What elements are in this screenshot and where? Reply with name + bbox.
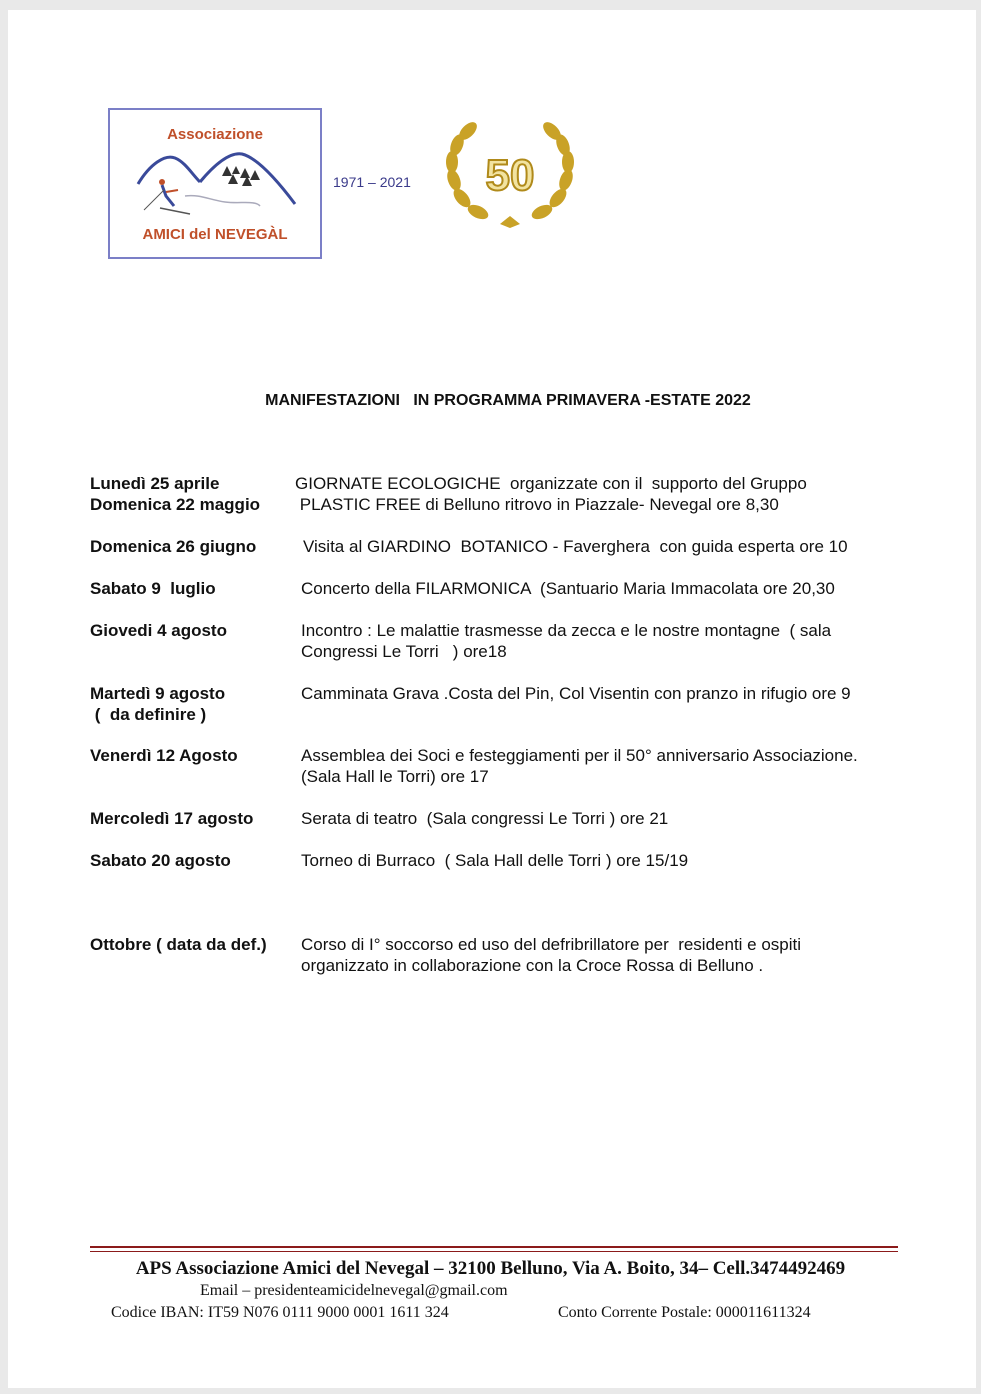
anniversary-number: 50: [485, 151, 535, 200]
logo-line-1: Associazione: [167, 126, 263, 143]
event-description: GIORNATE ECOLOGICHE organizzate con il supporto del Gruppo PLASTIC FREE di Belluno ritrovo in Piazzale- Nevegal ore 8,30: [295, 474, 807, 514]
footer-email: Email – presidenteamicidelnevegal@gmail.com: [200, 1282, 508, 1299]
footer-rule: [90, 1246, 898, 1248]
event-date: Mercoledì 17 agosto: [90, 809, 254, 828]
event-description: Assemblea dei Soci e festeggiamenti per il 50° anniversario Associazione. (Sala Hall le Torri) ore 17: [301, 746, 858, 786]
association-logo: [108, 108, 322, 259]
laurel-wreath-50-icon: [440, 118, 580, 230]
footer-postal-account: Conto Corrente Postale: 000011611324: [558, 1304, 811, 1321]
mountain-skier-icon: [130, 144, 302, 224]
event-date: Sabato 9 luglio: [90, 579, 216, 598]
event-description: Concerto della FILARMONICA (Santuario Maria Immacolata ore 20,30: [301, 579, 835, 598]
anniversary-years: 1971 – 2021: [333, 174, 411, 190]
event-date: Lunedì 25 aprile Domenica 22 maggio: [90, 474, 261, 514]
event-date: Venerdì 12 Agosto: [90, 746, 238, 765]
event-date: Ottobre ( data da def.): [90, 935, 267, 954]
event-description: Corso di I° soccorso ed uso del defribrillatore per residenti e ospiti organizzato in collaborazione con la Croce Rossa di Belluno .: [301, 935, 802, 975]
event-description: Serata di teatro (Sala congressi Le Torri ) ore 21: [301, 809, 669, 828]
event-description: Torneo di Burraco ( Sala Hall delle Torri ) ore 15/19: [301, 851, 689, 870]
logo-line-2: AMICI del NEVEGÀL: [142, 226, 288, 243]
footer-iban: Codice IBAN: IT59 N076 0111 9000 0001 1611 324: [111, 1304, 449, 1321]
event-description: Incontro : Le malattie trasmesse da zecca e le nostre montagne ( sala Congressi Le Torri ) ore18: [301, 621, 832, 661]
page-title: MANIFESTAZIONI IN PROGRAMMA PRIMAVERA -ESTATE 2022: [265, 392, 751, 409]
event-date: Martedì 9 agosto ( da definire ): [90, 684, 226, 724]
event-description: Camminata Grava .Costa del Pin, Col Visentin con pranzo in rifugio ore 9: [301, 684, 851, 703]
event-description: Visita al GIARDINO BOTANICO - Faverghera con guida esperta ore 10: [303, 537, 848, 556]
event-date: Sabato 20 agosto: [90, 851, 231, 870]
event-date: Domenica 26 giugno: [90, 537, 257, 556]
footer-rule: [90, 1251, 898, 1252]
footer-address: APS Associazione Amici del Nevegal – 32100 Belluno, Via A. Boito, 34– Cell.3474492469: [135, 1258, 846, 1279]
event-date: Giovedi 4 agosto: [90, 621, 227, 640]
